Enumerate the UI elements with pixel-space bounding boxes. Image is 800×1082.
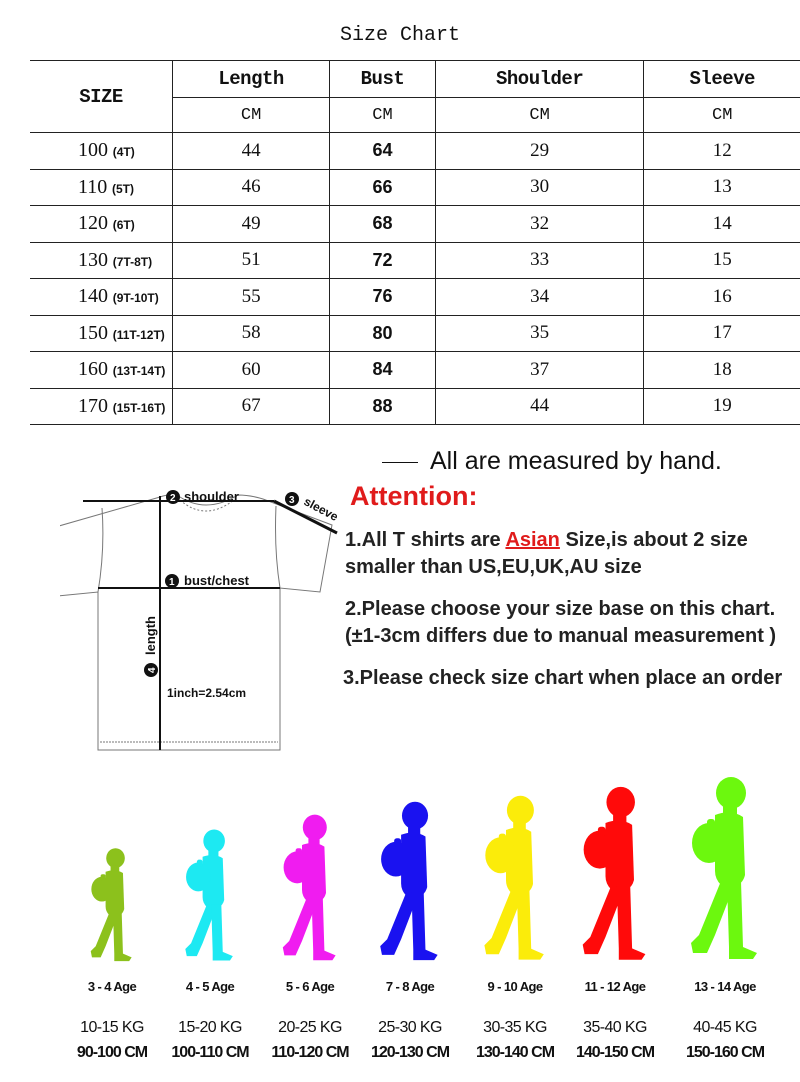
size-cell: 170 (15T-16T): [30, 388, 173, 425]
bust-cell: 68: [330, 206, 436, 243]
table-row: [30, 133, 800, 170]
attention-item-3: 3.Please check size chart when place an order: [343, 667, 783, 689]
sleeve-cell: 12: [644, 133, 800, 170]
child-silhouette-icon: [685, 775, 765, 965]
length-cell: 58: [173, 315, 330, 352]
age-label: 7 - 8 Age: [385, 979, 435, 994]
age-label: 13 - 14 Age: [694, 979, 756, 994]
child-silhouette-icon: [479, 794, 551, 965]
bust-cell: 66: [330, 169, 436, 206]
length-cell: 67: [173, 388, 330, 425]
sleeve-cell: 18: [644, 352, 800, 389]
shoulder-cell: 33: [435, 242, 644, 279]
size-cell: 160 (13T-14T): [30, 352, 173, 389]
attention-item-1: 1.All T shirts are Asian Size,is about 2 size smaller than US,EU,UK,AU size: [345, 529, 748, 578]
shoulder-cell: 35: [435, 315, 644, 352]
height-label: 120-130 CM: [370, 1044, 450, 1061]
length-cell: 46: [173, 169, 330, 206]
age-label: 9 - 10 Age: [487, 979, 543, 994]
bust-column-header: Bust: [330, 61, 436, 98]
bust-cell: 72: [330, 242, 436, 279]
age-label: 11 - 12 Age: [584, 979, 646, 994]
table-row: [30, 242, 800, 279]
weight-label: 10-15 KG: [80, 1019, 144, 1036]
shoulder-cell: 34: [435, 279, 644, 316]
sleeve-cell: 17: [644, 315, 800, 352]
attention-item-2: 2.Please choose your size base on this chart.(±1-3cm differs due to manual measurement ): [345, 598, 777, 647]
shoulder-cell: 44: [435, 388, 644, 425]
dash-line: [382, 462, 418, 464]
svg-text:1: 1: [169, 577, 175, 588]
size-chart-table: [30, 60, 800, 425]
sleeve-column-header: Sleeve: [644, 61, 800, 98]
weight-label: 15-20 KG: [178, 1019, 242, 1036]
measured-by-hand-note: All are measured by hand.: [382, 447, 722, 476]
bust-label: bust/chest: [184, 573, 250, 588]
child-silhouette-icon: [87, 847, 137, 965]
conversion-label: 1inch=2.54cm: [167, 686, 247, 700]
size-cell: 120 (6T): [30, 206, 173, 243]
table-row: [30, 315, 800, 352]
tshirt-measurement-diagram: [60, 470, 350, 760]
number-2-badge: 2: [170, 493, 176, 504]
sleeve-cell: 15: [644, 242, 800, 279]
child-silhouette-icon: [278, 813, 342, 965]
kids-silhouettes: [0, 770, 800, 980]
sleeve-cell: 14: [644, 206, 800, 243]
shoulder-label: shoulder: [184, 489, 239, 504]
length-cell: 51: [173, 242, 330, 279]
header-row: [30, 61, 800, 98]
weight-label: 30-35 KG: [483, 1019, 547, 1036]
bust-cell: 88: [330, 388, 436, 425]
height-label: 140-150 CM: [575, 1044, 655, 1061]
shoulder-cell: 29: [435, 133, 644, 170]
sleeve-cell: 16: [644, 279, 800, 316]
page-title: Size Chart: [339, 24, 461, 47]
bust-cell: 64: [330, 133, 436, 170]
asian-highlight: Asian: [505, 529, 560, 551]
bust-cell: 80: [330, 315, 436, 352]
height-label: 90-100 CM: [76, 1044, 148, 1061]
size-column-header: SIZE: [30, 61, 173, 133]
shoulder-cell: 30: [435, 169, 644, 206]
height-label: 150-160 CM: [685, 1044, 765, 1061]
size-cell: 150 (11T-12T): [30, 315, 173, 352]
bust-cell: 84: [330, 352, 436, 389]
shoulder-cell: 32: [435, 206, 644, 243]
child-silhouette-icon: [181, 828, 239, 965]
length-cell: 60: [173, 352, 330, 389]
weight-label: 35-40 KG: [583, 1019, 647, 1036]
size-cell: 110 (5T): [30, 169, 173, 206]
length-label: length: [143, 616, 158, 655]
age-label: 5 - 6 Age: [285, 979, 335, 994]
table-row: [30, 352, 800, 389]
length-cell: 55: [173, 279, 330, 316]
attention-notes: [345, 527, 785, 707]
child-silhouette-icon: [577, 785, 653, 966]
size-cell: 130 (7T-8T): [30, 242, 173, 279]
sleeve-cell: 19: [644, 388, 800, 425]
size-cell: 140 (9T-10T): [30, 279, 173, 316]
bust-cell: 76: [330, 279, 436, 316]
weight-label: 20-25 KG: [278, 1019, 342, 1036]
length-column-header: Length: [173, 61, 330, 98]
length-cell: 49: [173, 206, 330, 243]
weight-label: 25-30 KG: [378, 1019, 442, 1036]
table-row: [30, 388, 800, 425]
attention-title: Attention:: [350, 481, 478, 511]
table-row: [30, 279, 800, 316]
length-cell: 44: [173, 133, 330, 170]
unit-label: CM: [644, 98, 800, 133]
size-cell: 100 (4T): [30, 133, 173, 170]
height-label: 130-140 CM: [475, 1044, 555, 1061]
age-label: 4 - 5 Age: [185, 979, 235, 994]
svg-text:4: 4: [147, 667, 158, 673]
weight-label: 40-45 KG: [693, 1019, 757, 1036]
unit-label: CM: [435, 98, 644, 133]
table-row: [30, 169, 800, 206]
table-row: [30, 206, 800, 243]
unit-label: CM: [330, 98, 436, 133]
sleeve-cell: 13: [644, 169, 800, 206]
sleeve-label: sleeve: [301, 494, 341, 524]
shoulder-column-header: Shoulder: [435, 61, 644, 98]
unit-label: CM: [173, 98, 330, 133]
age-label: 3 - 4 Age: [87, 979, 137, 994]
svg-text:3: 3: [289, 495, 295, 506]
height-label: 100-110 CM: [171, 1044, 249, 1061]
shoulder-cell: 37: [435, 352, 644, 389]
child-silhouette-icon: [375, 800, 445, 965]
height-label: 110-120 CM: [271, 1044, 349, 1061]
